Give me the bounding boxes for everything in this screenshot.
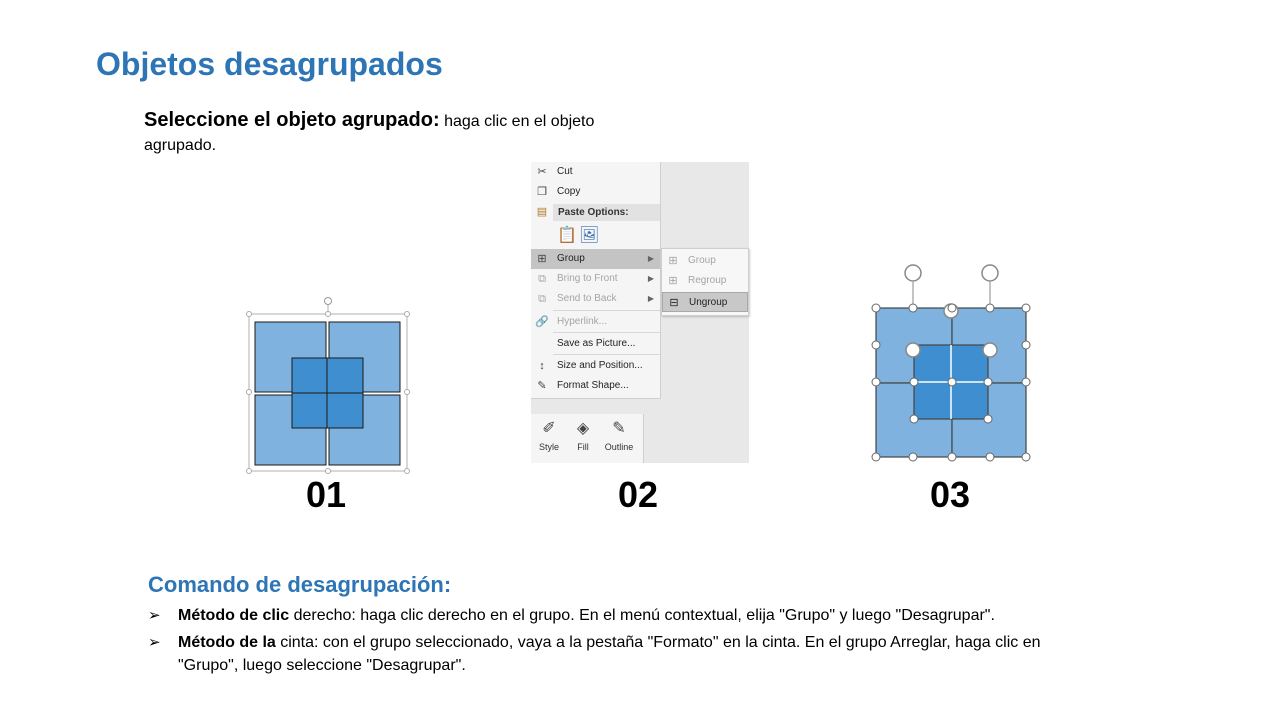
hyperlink-icon: 🔗 bbox=[535, 316, 549, 328]
list-item: ➢ Método de la cinta: con el grupo seleccionado, vaya a la pestaña "Formato" en la cinta. En el grupo Arreglar, haga clic en "Grupo", luego seleccione "Desagrupar". bbox=[148, 631, 1048, 677]
size-position-icon: ↕ bbox=[539, 360, 545, 372]
step-label-02: 02 bbox=[617, 474, 659, 515]
group-icon: ⊞ bbox=[537, 253, 547, 265]
rotate-handle-icon bbox=[906, 343, 920, 357]
menu-item-hyperlink[interactable]: 🔗 Hyperlink... bbox=[535, 316, 608, 328]
paste-options-header: Paste Options: bbox=[553, 204, 660, 221]
list-item: ➢ Método de clic derecho: haga clic derecho en el grupo. En el menú contextual, elija "Grupo" y luego "Desagrupar". bbox=[148, 604, 1048, 627]
submenu-arrow-icon: ▶ bbox=[647, 274, 654, 283]
paste-keep-format-icon[interactable]: 📋 bbox=[557, 227, 577, 244]
page-title: Objetos desagrupados bbox=[96, 46, 443, 82]
step-label-03: 03 bbox=[929, 474, 971, 515]
menu-item-cut[interactable]: ✂ Cut bbox=[531, 162, 660, 182]
group-icon: ⊞ bbox=[668, 255, 678, 267]
paste-picture-icon[interactable]: 🖼 bbox=[579, 227, 600, 244]
paste-option-buttons bbox=[555, 225, 601, 245]
menu-separator bbox=[553, 332, 660, 333]
intro-paragraph bbox=[144, 108, 664, 158]
menu-separator bbox=[553, 310, 660, 311]
menu-item-group[interactable]: ⊞ Group ▶ bbox=[531, 249, 660, 269]
style-button[interactable]: ✐ Style bbox=[531, 416, 567, 452]
send-to-back-icon: ⧉ bbox=[538, 293, 546, 305]
rotate-handle-icon bbox=[905, 265, 921, 281]
rotate-handle-icon bbox=[982, 265, 998, 281]
menu-separator bbox=[553, 354, 660, 355]
rotate-handle-icon bbox=[983, 343, 997, 357]
scissors-icon: ✂ bbox=[537, 166, 547, 178]
outline-pen-icon: ✎ bbox=[612, 420, 626, 437]
intro-text: haga clic en el objeto agrupado. bbox=[144, 113, 595, 154]
grouped-object-figure[interactable] bbox=[240, 292, 416, 476]
paste-icon: ▤ bbox=[536, 206, 548, 218]
submenu-arrow-icon: ▶ bbox=[647, 294, 654, 303]
regroup-icon: ⊞ bbox=[668, 275, 678, 287]
submenu-arrow-icon: ▶ bbox=[647, 254, 654, 263]
intro-bold: Seleccione el objeto agrupado: bbox=[144, 109, 440, 131]
submenu-item-regroup[interactable]: ⊞ Regroup bbox=[662, 271, 748, 291]
ungrouped-objects-figure[interactable] bbox=[866, 258, 1038, 468]
bring-to-front-icon: ⧉ bbox=[538, 273, 546, 285]
submenu-item-ungroup[interactable]: ⊟ Ungroup bbox=[662, 292, 748, 312]
group-submenu bbox=[661, 248, 749, 316]
outline-button[interactable]: ✎ Outline bbox=[601, 416, 637, 452]
ungroup-icon: ⊟ bbox=[669, 297, 679, 309]
menu-item-send-to-back[interactable]: ⧉ Send to Back ▶ bbox=[531, 289, 660, 309]
fill-bucket-icon: ◈ bbox=[576, 420, 590, 437]
context-menu bbox=[531, 162, 661, 399]
menu-item-bring-to-front[interactable]: ⧉ Bring to Front ▶ bbox=[531, 269, 660, 289]
submenu-item-group[interactable]: ⊞ Group bbox=[662, 251, 748, 271]
methods-list bbox=[148, 604, 1048, 681]
arrow-bullet-icon: ➢ bbox=[148, 607, 161, 624]
section-subheading: Comando de desagrupación: bbox=[148, 572, 452, 597]
copy-icon: ❐ bbox=[537, 186, 547, 198]
menu-item-copy[interactable]: ❐ Copy bbox=[531, 182, 660, 202]
rotate-handle-icon bbox=[325, 298, 332, 305]
context-menu-screenshot bbox=[531, 162, 749, 463]
menu-item-size-and-position[interactable]: ↕ Size and Position... bbox=[531, 356, 660, 376]
menu-item-save-as-picture[interactable]: Save as Picture... bbox=[557, 338, 636, 349]
style-icon: ✐ bbox=[542, 420, 556, 437]
arrow-bullet-icon: ➢ bbox=[148, 634, 161, 651]
paste-icon-row bbox=[531, 202, 553, 222]
shape-format-mini-toolbar bbox=[531, 414, 644, 463]
step-label-01: 01 bbox=[305, 474, 347, 515]
format-shape-icon: ✎ bbox=[537, 380, 547, 392]
menu-item-format-shape[interactable]: ✎ Format Shape... bbox=[531, 376, 660, 396]
fill-button[interactable]: ◈ Fill bbox=[565, 416, 601, 452]
